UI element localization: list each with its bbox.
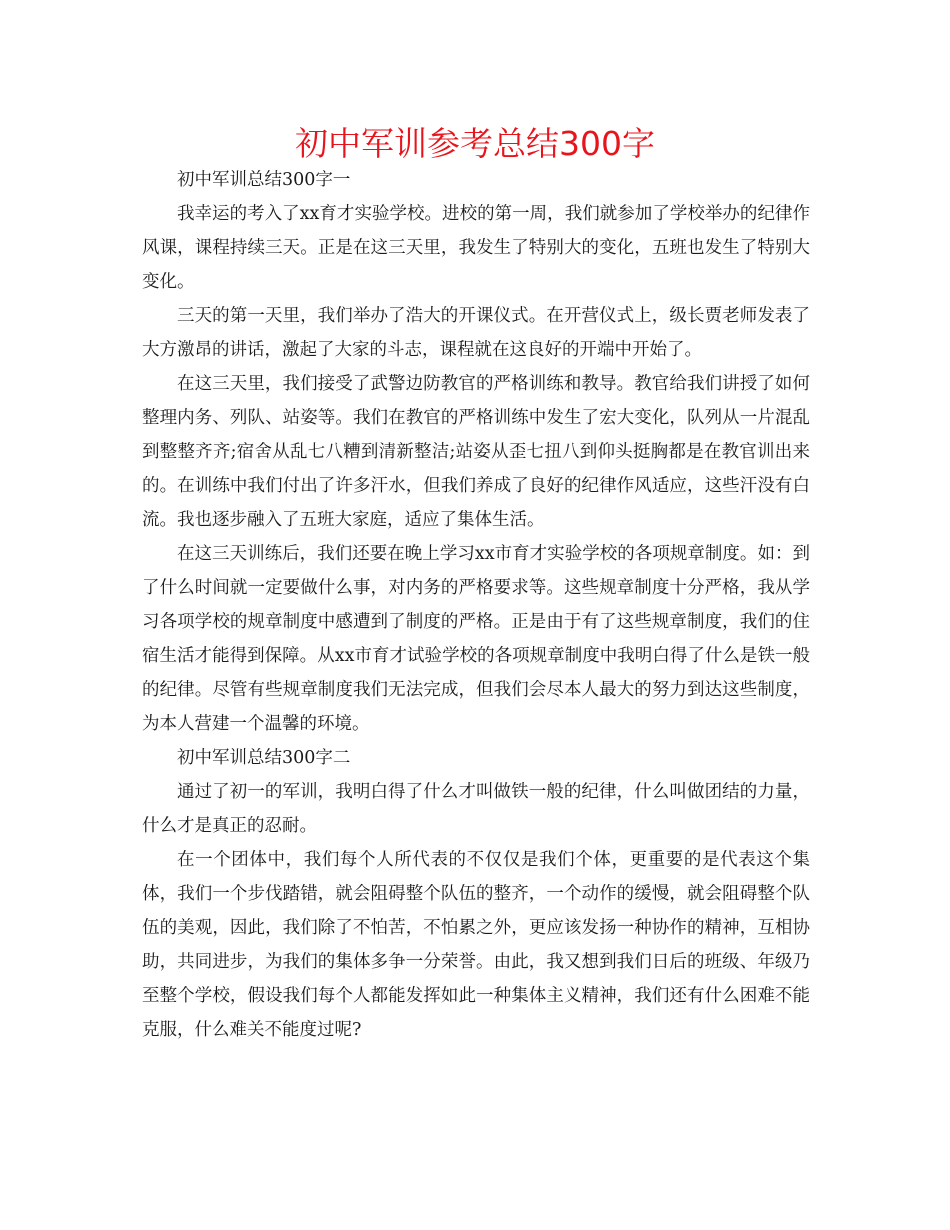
body-paragraph: 在一个团体中，我们每个人所代表的不仅仅是我们个体，更重要的是代表这个集体，我们一个步伐踏错，就会阻碍整个队伍的整齐，一个动作的缓慢，就会阻碍整个队伍的美观，因此，我们除了不怕苦，不怕累之外，更应该发扬一种协作的精神，互相协助，共同进步，为我们的集体多争一分荣誉。由此，我又想到我们日后的班级、年级乃至整个学校，假设我们每个人都能发挥如此一种集体主义精神，我们还有什么困难不能克服，什么难关不能度过呢? [142,850,810,1040]
document-body [142,163,810,1047]
section-heading: 初中军训总结300字一 [177,170,351,190]
body-paragraph: 我幸运的考入了xx育才实验学校。进校的第一周，我们就参加了学校举办的纪律作风课，课程持续三天。正是在这三天里，我发生了特别大的变化，五班也发生了特别大变化。 [142,204,810,292]
document-title: 初中军训参考总结300字 [295,124,655,163]
body-paragraph: 在这三天里，我们接受了武警边防教官的严格训练和教导。教官给我们讲授了如何整理内务、列队、站姿等。我们在教官的严格训练中发生了宏大变化，队列从一片混乱到整整齐齐;宿舍从乱七八糟到清新整洁;站姿从歪七扭八到仰头挺胸都是在教官训出来的。在训练中我们付出了许多汗水，但我们养成了良好的纪律作风适应，这些汗没有白流。我也逐步融入了五班大家庭，适应了集体生活。 [142,374,810,530]
body-paragraph: 三天的第一天里，我们举办了浩大的开课仪式。在开营仪式上，级长贾老师发表了大方激昂的讲话，激起了大家的斗志，课程就在这良好的开端中开始了。 [142,306,810,360]
body-paragraph: 通过了初一的军训，我明白得了什么才叫做铁一般的纪律，什么叫做团结的力量，什么才是真正的忍耐。 [142,782,810,836]
body-paragraph: 在这三天训练后，我们还要在晚上学习xx市育才实验学校的各项规章制度。如：到了什么时间就一定要做什么事，对内务的严格要求等。这些规章制度十分严格，我从学习各项学校的规章制度中感遭到了制度的严格。正是由于有了这些规章制度，我们的住宿生活才能得到保障。从xx市育才试验学校的各项规章制度中我明白得了什么是铁一般的纪律。尽管有些规章制度我们无法完成，但我们会尽本人最大的努力到达这些制度，为本人营建一个温馨的环境。 [142,544,810,734]
section-heading: 初中军训总结300字二 [177,748,351,768]
